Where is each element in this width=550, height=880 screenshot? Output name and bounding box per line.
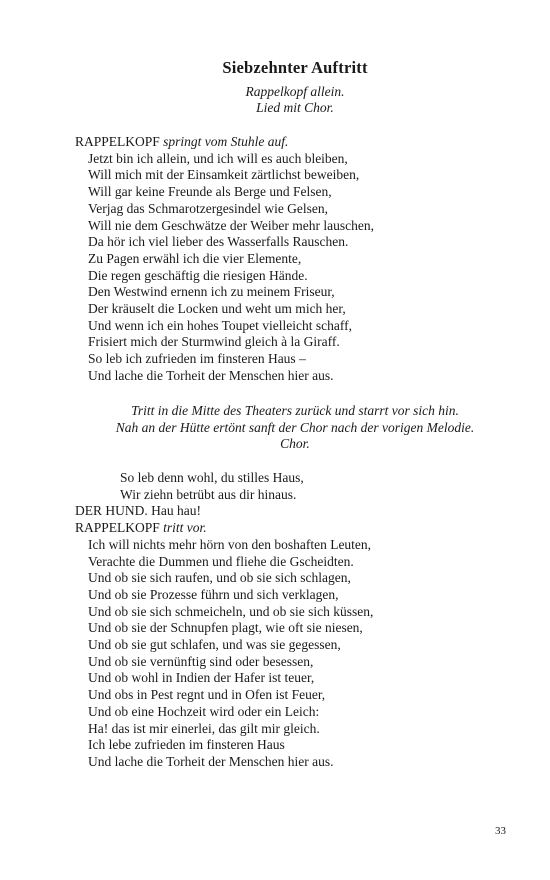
speaker-line (75, 134, 515, 151)
verse-line: Und ob sie vernünftig sind oder besessen, (88, 653, 314, 669)
verse-line: Den Westwind ernenn ich zu meinem Friseur, (88, 284, 335, 300)
verse-line: Und obs in Pest regnt und in Ofen ist Feuer, (88, 687, 326, 703)
verse-line: Und ob sie der Schnupfen plagt, wie oft sie niesen, (88, 620, 363, 636)
stage-direction-inline: springt vom Stuhle auf. (163, 134, 289, 149)
speech-rappelkopf-1 (75, 134, 515, 385)
verse-line: Verachte die Dummen und fliehe die Gscheidten. (88, 553, 354, 569)
verse-line: Und ob sie Prozesse führn und sich verklagen, (88, 586, 339, 602)
chorus-and-speech (75, 470, 515, 771)
verse-line: Und lache die Torheit der Menschen hier aus. (88, 753, 334, 769)
verse-line: Will nie dem Geschwätze der Weiber mehr lauschen, (88, 217, 375, 233)
stage-direction-line: Chor. (280, 436, 310, 452)
verse-line: Frisiert mich der Sturmwind gleich à la Giraff. (88, 334, 340, 350)
dog-line (75, 503, 515, 520)
speaker-name: RAPPELKOPF (75, 134, 160, 149)
subtitle-line: Lied mit Chor. (256, 100, 334, 115)
verse-line: Und ob sie sich schmeicheln, und ob sie sich küssen, (88, 603, 374, 619)
verse-line: Und lache die Torheit der Menschen hier aus. (88, 367, 334, 383)
stage-direction-inline: tritt vor. (163, 520, 207, 536)
page-number: 33 (495, 825, 506, 837)
chorus-line: So leb denn wohl, du stilles Haus, (120, 470, 304, 485)
verse-line: Ich will nichts mehr hörn von den boshaften Leuten, (88, 536, 372, 552)
verse-line: Verjag das Schmarotzergesindel wie Gelsen, (88, 200, 329, 216)
scene-title: Siebzehnter Auftritt (222, 58, 368, 77)
verse-line: Und ob wohl in Indien der Hafer ist teuer, (88, 670, 315, 686)
verse-line: Und ob eine Hochzeit wird oder ein Leich: (88, 703, 320, 719)
verse-line: Die regen geschäftig die riesigen Hände. (88, 267, 308, 283)
subtitle-line: Rappelkopf allein. (245, 84, 345, 99)
chorus-line: Wir ziehn betrübt aus dir hinaus. (120, 486, 297, 502)
scene-subtitle (160, 84, 430, 116)
verse-line: Ich lebe zufrieden im finsteren Haus (88, 737, 285, 753)
verse-line: Und ob sie gut schlafen, und was sie gegessen, (88, 637, 341, 653)
stage-direction-line: Nah an der Hütte ertönt sanft der Chor nach der vorigen Melodie. (115, 419, 475, 435)
speaker-name: DER HUND. (75, 503, 148, 519)
verse-line: Und wenn ich ein hohes Toupet vielleicht schaff, (88, 317, 352, 333)
verse-line: Da hör ich viel lieber des Wasserfalls Rauschen. (88, 234, 349, 250)
verse-line: Jetzt bin ich allein, und ich will es auch bleiben, (88, 150, 348, 166)
verse-line: Will gar keine Freunde als Berge und Felsen, (88, 184, 332, 200)
dog-text: Hau hau! (151, 503, 201, 519)
verse-line: Will mich mit der Einsamkeit zärtlichst beweiben, (88, 167, 360, 183)
verse-line: Zu Pagen erwähl ich die vier Elemente, (88, 250, 302, 266)
speaker-line (75, 520, 515, 537)
verse-line: Und ob sie sich raufen, und ob sie sich schlagen, (88, 570, 351, 586)
verse-line: So leb ich zufrieden im finsteren Haus – (88, 351, 306, 367)
stage-direction-line: Tritt in die Mitte des Theaters zurück und starrt vor sich hin. (131, 403, 459, 418)
stage-direction-block (75, 403, 515, 453)
verse-line: Der kräuselt die Locken und weht um mich her, (88, 301, 346, 317)
speaker-name: RAPPELKOPF (75, 520, 160, 536)
verse-line: Ha! das ist mir einerlei, das gilt mir gleich. (88, 720, 320, 736)
